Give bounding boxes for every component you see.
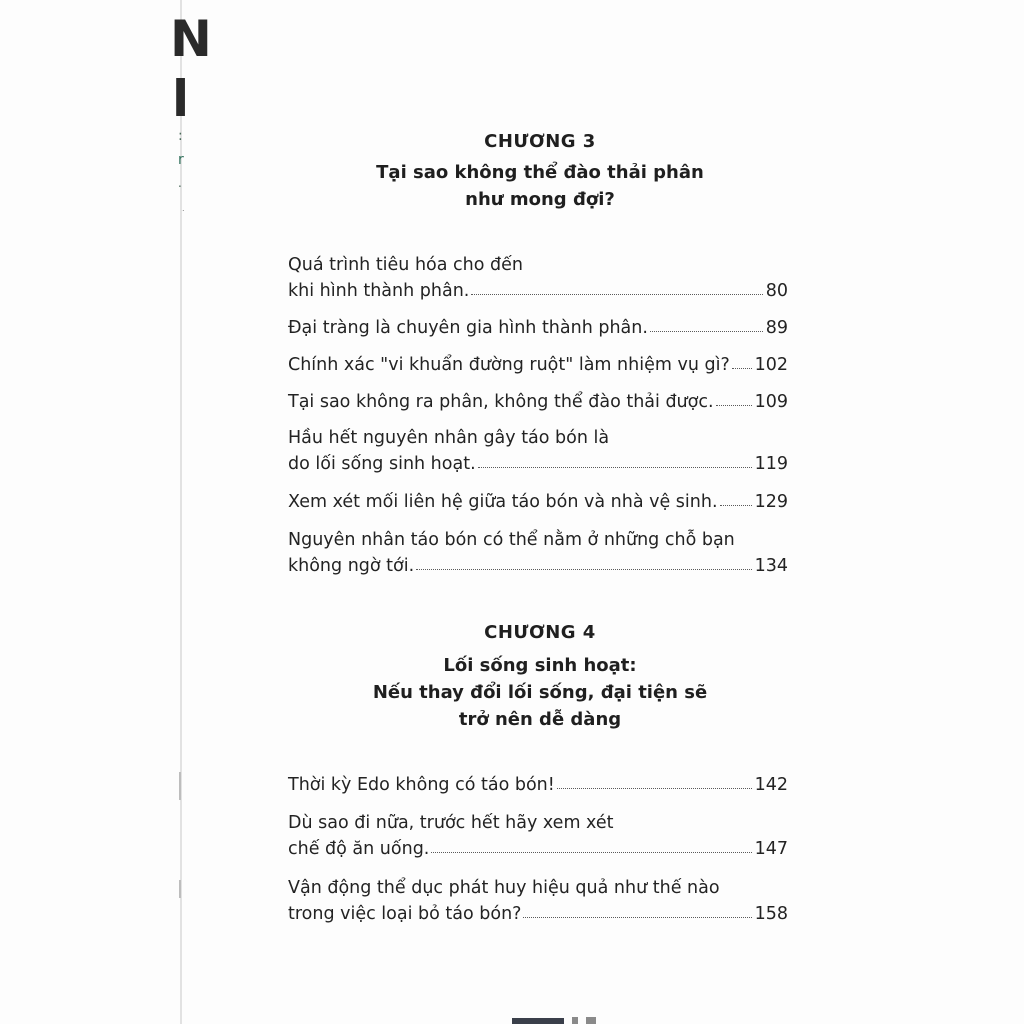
- toc-entry[interactable]: [288, 315, 788, 341]
- toc-entry-row: [288, 352, 788, 378]
- toc-entry[interactable]: [288, 352, 788, 378]
- toc-entry[interactable]: [288, 875, 788, 927]
- toc-entry-text: Tại sao không ra phân, không thể đào thải được.: [288, 392, 714, 412]
- toc-entry[interactable]: [288, 527, 788, 579]
- chapter-4-label: CHƯƠNG 4: [484, 622, 596, 643]
- dot-leader: [557, 787, 752, 789]
- toc-entry[interactable]: [288, 425, 788, 477]
- toc-entry-text: do lối sống sinh hoạt.: [288, 454, 476, 474]
- toc-entry-line: Hầu hết nguyên nhân gây táo bón là: [288, 428, 610, 448]
- toc-page-number: 142: [754, 775, 788, 795]
- dot-leader: [716, 404, 752, 406]
- toc-entry-text: chế độ ăn uống.: [288, 839, 430, 859]
- dot-leader: [523, 916, 751, 918]
- chapter-title-line: Nếu thay đổi lối sống, đại tiện sẽ: [372, 682, 708, 703]
- dot-leader: [732, 367, 752, 369]
- toc-entry-row: [288, 315, 788, 341]
- toc-page-number: 109: [754, 392, 788, 412]
- page-edge-mark: [179, 772, 181, 800]
- toc-entry-text: Xem xét mối liên hệ giữa táo bón và nhà vệ sinh.: [288, 492, 718, 512]
- toc-entry-row: [288, 836, 788, 862]
- chapter-3-label: CHƯƠNG 3: [484, 131, 596, 152]
- toc-entry-text: Chính xác "vi khuẩn đường ruột" làm nhiệm vụ gì?: [288, 355, 730, 375]
- chapter-title-line: trở nên dễ dàng: [458, 709, 622, 730]
- toc-page-number: 102: [754, 355, 788, 375]
- bottom-edge-tab: [512, 1018, 564, 1024]
- page-edge-mark: [179, 880, 181, 898]
- chapter-3-title: [300, 159, 780, 213]
- left-page-glyph: N: [170, 10, 212, 68]
- toc-entry-line: Dù sao đi nữa, trước hết hãy xem xét: [288, 813, 614, 833]
- toc-entry[interactable]: [288, 489, 788, 515]
- toc-entry-text: khi hình thành phân.: [288, 281, 470, 301]
- toc-entry-row: [288, 389, 788, 415]
- bottom-edge-mark: [572, 1017, 578, 1024]
- bottom-edge-mark: [586, 1017, 596, 1024]
- toc-entry[interactable]: [288, 772, 788, 798]
- toc-page-number: 80: [765, 281, 788, 301]
- chapter-4-title: [300, 652, 780, 733]
- toc-page-number: 134: [754, 556, 788, 576]
- toc-entry-row: [288, 489, 788, 515]
- toc-entry-line: Quá trình tiêu hóa cho đến: [288, 255, 523, 275]
- left-page-glyph: .: [182, 204, 185, 213]
- toc-page-number: 89: [765, 318, 788, 338]
- toc-entry-text: Thời kỳ Edo không có táo bón!: [288, 775, 555, 795]
- left-page-glyph: .: [178, 176, 182, 190]
- left-page-glyph: l: [172, 70, 190, 128]
- toc-entry-row: [288, 278, 788, 304]
- dot-leader: [471, 293, 762, 295]
- toc-entry-line: Nguyên nhân táo bón có thể nằm ở những chỗ bạn: [288, 530, 735, 550]
- toc-entry-text: Đại tràng là chuyên gia hình thành phân.: [288, 318, 648, 338]
- toc-page-number: 147: [754, 839, 788, 859]
- toc-entry-row: [288, 772, 788, 798]
- chapter-title-line: Lối sống sinh hoạt:: [443, 655, 637, 676]
- toc-entry[interactable]: [288, 810, 788, 862]
- toc-entry-row: [288, 553, 788, 579]
- toc-entry-row: [288, 901, 788, 927]
- toc-entry-text: trong việc loại bỏ táo bón?: [288, 904, 522, 924]
- dot-leader: [720, 504, 752, 506]
- left-page-glyph: :: [178, 128, 183, 144]
- chapter-title-line: Tại sao không thể đào thải phân: [376, 162, 704, 183]
- dot-leader: [478, 466, 752, 468]
- toc-entry-text: không ngờ tới.: [288, 556, 415, 576]
- toc-entry-line: Vận động thể dục phát huy hiệu quả như thế nào: [288, 878, 720, 898]
- toc-page-number: 119: [754, 454, 788, 474]
- chapter-title-line: như mong đợi?: [465, 189, 615, 210]
- left-page-glyph: r: [178, 152, 184, 168]
- dot-leader: [431, 851, 751, 853]
- toc-entry[interactable]: [288, 389, 788, 415]
- dot-leader: [416, 568, 751, 570]
- toc-page-number: 129: [754, 492, 788, 512]
- dot-leader: [650, 330, 763, 332]
- toc-entry[interactable]: [288, 252, 788, 304]
- toc-entry-row: [288, 451, 788, 477]
- toc-page-number: 158: [754, 904, 788, 924]
